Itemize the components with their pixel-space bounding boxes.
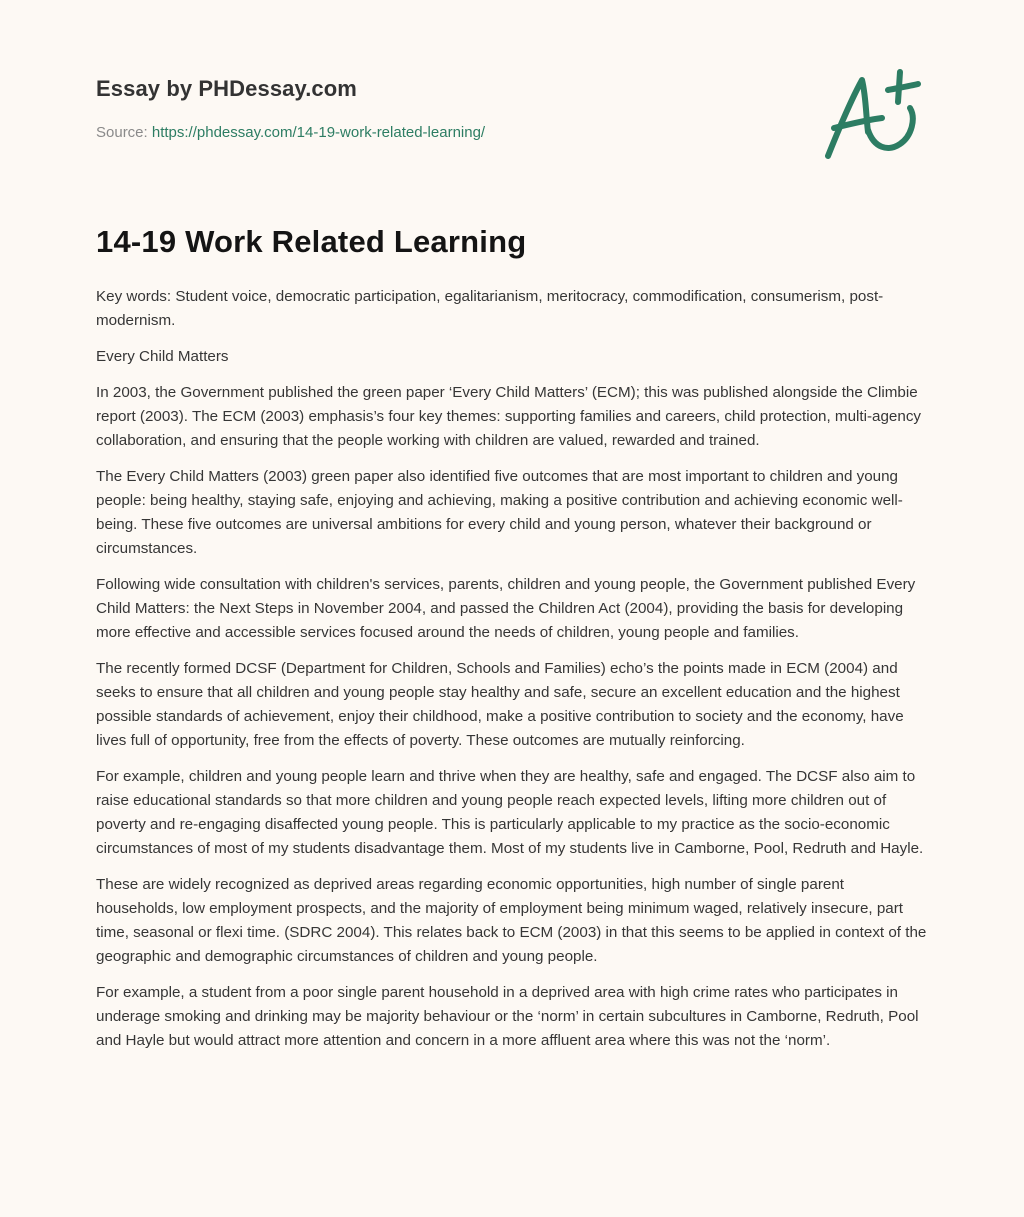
body-paragraph: The recently formed DCSF (Department for Children, Schools and Families) echo’s the points made in ECM (2004) and seeks to ensure that all children and young people stay healthy and safe, secure an excellent education and the highest possible standards of achievement, enjoy their childhood, make a positive contribution to society and the economy, have lives full of opportunity, free from the effects of poverty. These outcomes are mutually reinforcing.: [96, 660, 904, 749]
body-paragraph: For example, a student from a poor single parent household in a deprived area with high crime rates who participates in underage smoking and drinking may be majority behaviour or the ‘norm’ in certain subcultures in Camborne, Redruth, Pool and Hayle but would attract more attention and concern in a more affluent area where this was not the ‘norm’.: [96, 984, 919, 1049]
essay-page: [96, 0, 928, 1049]
keywords-paragraph: Key words: Student voice, democratic participation, egalitarianism, meritocracy, commodification, consumerism, post-modernism.: [96, 288, 884, 329]
body-paragraph: These are widely recognized as deprived areas regarding economic opportunities, high number of single parent households, low employment prospects, and the majority of employment being minimum waged, relatively insecure, part time, seasonal or flexi time. (SDRC 2004). This relates back to ECM (2003) in that this seems to be applied in context of the geographic and demographic circumstances of children and young people.: [96, 876, 927, 965]
page-header: [96, 0, 928, 200]
brand-title: Essay by PHDessay.com: [96, 76, 357, 101]
body-paragraph: Following wide consultation with children's services, parents, children and young people, the Government published Every Child Matters: the Next Steps in November 2004, and passed the Children Act (2004), providing the basis for developing more effective and accessible services focused around the needs of children, young people and families.: [96, 576, 916, 641]
essay-body: [96, 285, 928, 1065]
body-paragraph: The Every Child Matters (2003) green paper also identified five outcomes that are most important to children and young people: being healthy, staying safe, enjoying and achieving, making a positive contribution and achieving economic well-being. These five outcomes are universal ambitions for every child and young person, whatever their background or circumstances.: [96, 468, 903, 557]
source-line: [96, 124, 485, 141]
essay-title: 14-19 Work Related Learning: [96, 224, 527, 259]
body-paragraph: For example, children and young people learn and thrive when they are healthy, safe and engaged. The DCSF also aim to raise educational standards so that more children and young people reach expected levels, lifting more children out of poverty and re-engaging disaffected young people. This is particularly applicable to my practice as the socio-economic circumstances of most of my students disadvantage them. Most of my students live in Camborne, Pool, Redruth and Hayle.: [96, 768, 924, 857]
body-paragraph: In 2003, the Government published the green paper ‘Every Child Matters’ (ECM); this was published alongside the Climbie report (2003). The ECM (2003) emphasis’s four key themes: supporting families and careers, child protection, multi-agency collaboration, and ensuring that the people working with children are valued, rewarded and trained.: [96, 384, 922, 449]
section-heading: Every Child Matters: [96, 348, 229, 365]
a-plus-grade-icon: [822, 66, 928, 166]
source-label: Source:: [96, 124, 152, 141]
source-link[interactable]: https://phdessay.com/14-19-work-related-learning/: [151, 124, 486, 141]
